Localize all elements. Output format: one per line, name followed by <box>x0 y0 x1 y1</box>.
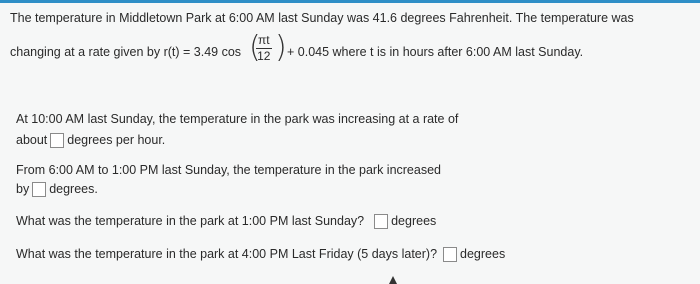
q1-pre-text: about <box>16 133 48 147</box>
q1-post-text: degrees per hour. <box>67 133 166 147</box>
q4-line <box>16 247 505 262</box>
left-paren: ( <box>249 30 261 65</box>
q2-line-2 <box>16 182 98 197</box>
intro-line-2-prefix: changing at a rate given by r(t) = 3.49 cos <box>10 45 242 59</box>
q1-line-2 <box>16 133 165 148</box>
q3-answer-input[interactable] <box>374 214 388 229</box>
q1-answer-input[interactable] <box>50 133 64 148</box>
q2-answer-input[interactable] <box>32 182 46 197</box>
q3-question: What was the temperature in the park at 1:00 PM last Sunday? <box>16 214 365 228</box>
q2-line-1: From 6:00 AM to 1:00 PM last Sunday, the temperature in the park increased <box>16 163 441 177</box>
intro-line-1: The temperature in Middletown Park at 6:00 AM last Sunday was 41.6 degrees Fahrenheit. The temperature was <box>10 11 634 25</box>
q3-unit: degrees <box>391 214 437 228</box>
q2-pre-text: by <box>16 182 30 196</box>
q4-question: What was the temperature in the park at 4:00 PM Last Friday (5 days later)? <box>16 247 438 261</box>
mouse-cursor-icon <box>389 276 397 284</box>
fraction-denominator: 12 <box>257 49 271 63</box>
q4-answer-input[interactable] <box>443 247 457 262</box>
right-paren: ) <box>275 30 287 65</box>
q1-line-1: At 10:00 AM last Sunday, the temperature in the park was increasing at a rate of <box>16 112 459 126</box>
top-accent-bar <box>0 0 700 3</box>
intro-line-2-suffix: + 0.045 where t is in hours after 6:00 AM last Sunday. <box>287 45 584 59</box>
fraction-numerator: πt <box>258 33 270 47</box>
rate-fraction <box>256 34 272 63</box>
q2-post-text: degrees. <box>49 182 98 196</box>
q4-unit: degrees <box>460 247 506 261</box>
q3-line <box>16 214 436 229</box>
